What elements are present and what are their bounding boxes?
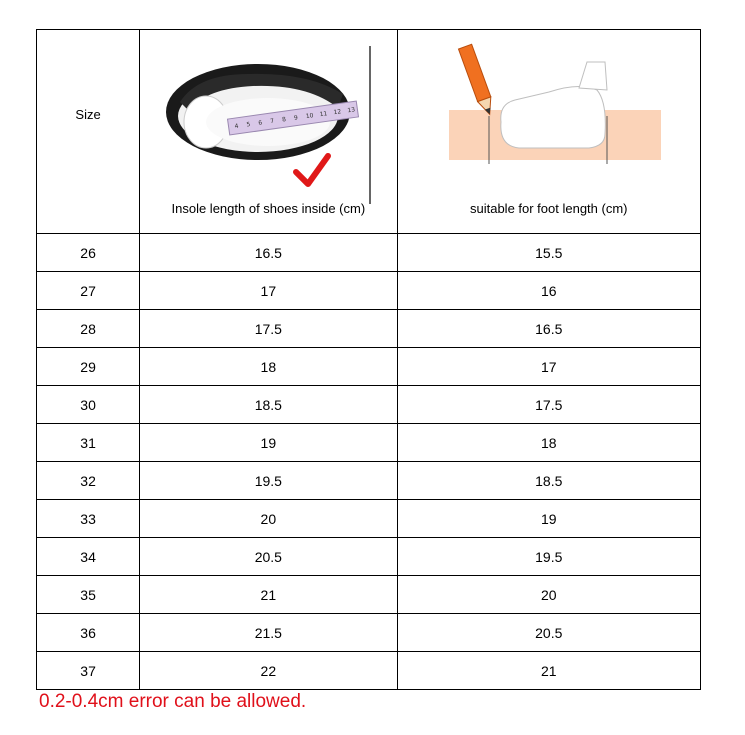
- svg-text:7: 7: [270, 117, 275, 126]
- table-row: [37, 614, 701, 652]
- table-row: [37, 424, 701, 462]
- foot-cell: 19: [397, 500, 700, 538]
- insole-header: Insole length of shoes inside (cm): [171, 201, 366, 216]
- insole-cell: 22: [140, 652, 397, 690]
- table-row: [37, 310, 701, 348]
- svg-text:8: 8: [282, 116, 287, 124]
- svg-text:6: 6: [258, 119, 264, 127]
- foot-cell: 16.5: [397, 310, 700, 348]
- svg-text:4: 4: [234, 122, 240, 131]
- size-cell: 37: [37, 652, 140, 690]
- size-cell: 33: [37, 500, 140, 538]
- table-row: [37, 386, 701, 424]
- svg-text:9: 9: [293, 114, 299, 122]
- table-row: [37, 234, 701, 272]
- foot-cell: 17: [397, 348, 700, 386]
- svg-text:11: 11: [319, 110, 329, 119]
- size-cell: 34: [37, 538, 140, 576]
- foot-header: suitable for foot length (cm): [469, 201, 628, 216]
- insole-cell: 17.5: [140, 310, 397, 348]
- insole-cell: 21.5: [140, 614, 397, 652]
- insole-cell: 16.5: [140, 234, 397, 272]
- tolerance-note: 0.2-0.4cm error can be allowed.: [39, 691, 307, 712]
- foot-cell: 20: [397, 576, 700, 614]
- table-row: [37, 500, 701, 538]
- shoe-insole-measure-image: [158, 44, 378, 209]
- size-cell: 35: [37, 576, 140, 614]
- insole-cell: 20: [140, 500, 397, 538]
- insole-cell: 20.5: [140, 538, 397, 576]
- table-row: [37, 538, 701, 576]
- svg-text:12: 12: [333, 108, 343, 117]
- foot-header-cell: [397, 30, 700, 234]
- table-header-row: [37, 30, 701, 234]
- size-cell: 26: [37, 234, 140, 272]
- insole-cell: 18: [140, 348, 397, 386]
- insole-cell: 17: [140, 272, 397, 310]
- svg-text:10: 10: [305, 112, 315, 121]
- size-chart-table: [36, 29, 701, 690]
- table-row: [37, 576, 701, 614]
- table-row: [37, 462, 701, 500]
- table-row: [37, 348, 701, 386]
- svg-text:5: 5: [246, 121, 252, 129]
- foot-cell: 15.5: [397, 234, 700, 272]
- foot-cell: 21: [397, 652, 700, 690]
- size-cell: 27: [37, 272, 140, 310]
- foot-cell: 17.5: [397, 386, 700, 424]
- foot-cell: 20.5: [397, 614, 700, 652]
- insole-cell: 18.5: [140, 386, 397, 424]
- foot-cell: 16: [397, 272, 700, 310]
- foot-cell: 18.5: [397, 462, 700, 500]
- size-cell: 31: [37, 424, 140, 462]
- size-cell: 30: [37, 386, 140, 424]
- size-cell: 36: [37, 614, 140, 652]
- table-row: [37, 272, 701, 310]
- size-cell: 29: [37, 348, 140, 386]
- svg-text:13: 13: [347, 106, 356, 115]
- insole-cell: 21: [140, 576, 397, 614]
- foot-cell: 19.5: [397, 538, 700, 576]
- size-header-cell: [37, 30, 140, 234]
- size-header: Size: [75, 106, 101, 122]
- size-cell: 32: [37, 462, 140, 500]
- size-cell: 28: [37, 310, 140, 348]
- insole-cell: 19: [140, 424, 397, 462]
- insole-header-cell: [140, 30, 397, 234]
- insole-cell: 19.5: [140, 462, 397, 500]
- foot-measure-image: [429, 42, 669, 172]
- table-row: [37, 652, 701, 690]
- foot-cell: 18: [397, 424, 700, 462]
